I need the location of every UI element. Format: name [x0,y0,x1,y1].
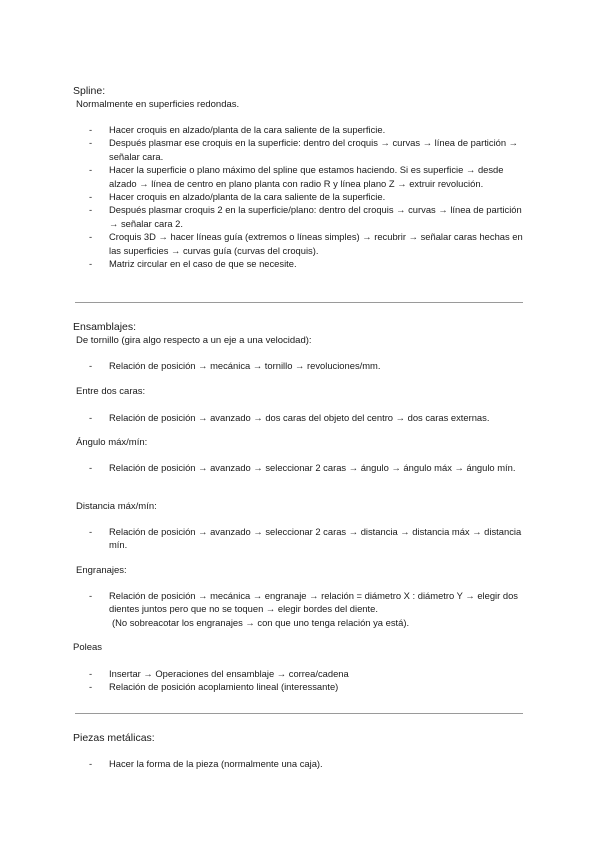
angulo-label: Ángulo máx/mín: [76,437,148,448]
list-item: - Hacer croquis en alzado/planta de la cara saliente de la superficie. [89,191,386,203]
engranajes-label: Engranajes: [76,565,127,576]
engranajes-note: (No sobreacotar los engranajes → con que uno tenga relación ya está). [112,616,410,628]
list-item: - Después plasmar croquis 2 en la superficie/plano: dentro del croquis → curvas → línea de partición → señalar cara 2. [89,204,522,229]
poleas-list [89,667,529,694]
list-item: - Relación de posición → avanzado → dos caras del objeto del centro → dos caras externas. [89,412,490,423]
bullet-dash-icon: - [89,668,93,679]
bullet-dash-icon: - [89,360,93,371]
poleas-label: Poleas [73,642,103,653]
entre-caras-label: Entre dos caras: [76,386,146,397]
bullet-dash-icon: - [89,124,93,135]
list-item: - Hacer croquis en alzado/planta de la cara saliente de la superficie. [89,124,386,135]
list-item: - Hacer la superficie o plano máximo del spline que estamos haciendo. Si es superficie → desde alzado → línea de centro en plano planta con radio R y línea plano Z → extruir revolución. [89,164,504,189]
list-item: - Relación de posición → mecánica → tornillo → revoluciones/mm. [89,360,381,371]
list-item: - Insertar → Operaciones del ensamblaje → correa/cadena [89,668,349,679]
bullet-dash-icon: - [89,137,93,149]
bullet-dash-icon: - [89,231,93,243]
bullet-dash-icon: - [89,258,93,270]
tornillo-list [89,359,529,372]
list-item: - Relación de posición acoplamiento lineal (interessante) [89,681,339,693]
bullet-dash-icon: - [89,758,93,769]
tornillo-label: De tornillo (gira algo respecto a un eje a una velocidad): [76,335,312,346]
list-item: - Relación de posición → avanzado → seleccionar 2 caras → ángulo → ángulo máx → ángulo mín. [89,462,516,473]
bullet-dash-icon: - [89,412,93,423]
engranajes-list [89,589,529,629]
list-item: - Hacer la forma de la pieza (normalmente una caja). [89,758,323,769]
bullet-dash-icon: - [89,681,93,693]
ensamblajes-heading: Ensamblajes: [73,321,137,333]
bullet-dash-icon: - [89,526,93,537]
bullet-dash-icon: - [89,191,93,203]
piezas-heading: Piezas metálicas: [73,732,155,744]
bullet-dash-icon: - [89,462,93,473]
bullet-dash-icon: - [89,204,93,216]
list-item: - Relación de posición → mecánica → engranaje → relación = diámetro X : diámetro Y → elegir dos dientes juntos pero que no se toquen → elegir bordes del diente. (No sobreacotar los engranajes → con que uno tenga relación ya está). [89,590,518,628]
list-item: - Matriz circular en el caso de que se necesite. [89,258,297,270]
list-item: - Después plasmar ese croquis en la superficie: dentro del croquis → curvas → línea de partición → señalar cara. [89,137,519,162]
list-item: - Relación de posición → avanzado → seleccionar 2 caras → distancia → distancia máx → distancia mín. [89,526,522,551]
section-divider [75,713,523,714]
angulo-list [89,461,529,474]
distancia-list [89,525,529,552]
section-divider [75,302,523,303]
entre-caras-list [89,411,529,424]
spline-list [89,123,529,270]
list-item: - Croquis 3D → hacer líneas guía (extremos o líneas simples) → recubrir → señalar caras hechas en las superficies → curvas guía (curvas del croquis). [89,231,523,256]
bullet-dash-icon: - [89,164,93,176]
spline-heading: Spline: [73,85,106,97]
bullet-dash-icon: - [89,590,93,601]
piezas-list [89,757,529,770]
distancia-label: Distancia máx/mín: [76,501,157,512]
spline-subtitle: Normalmente en superficies redondas. [76,99,240,110]
